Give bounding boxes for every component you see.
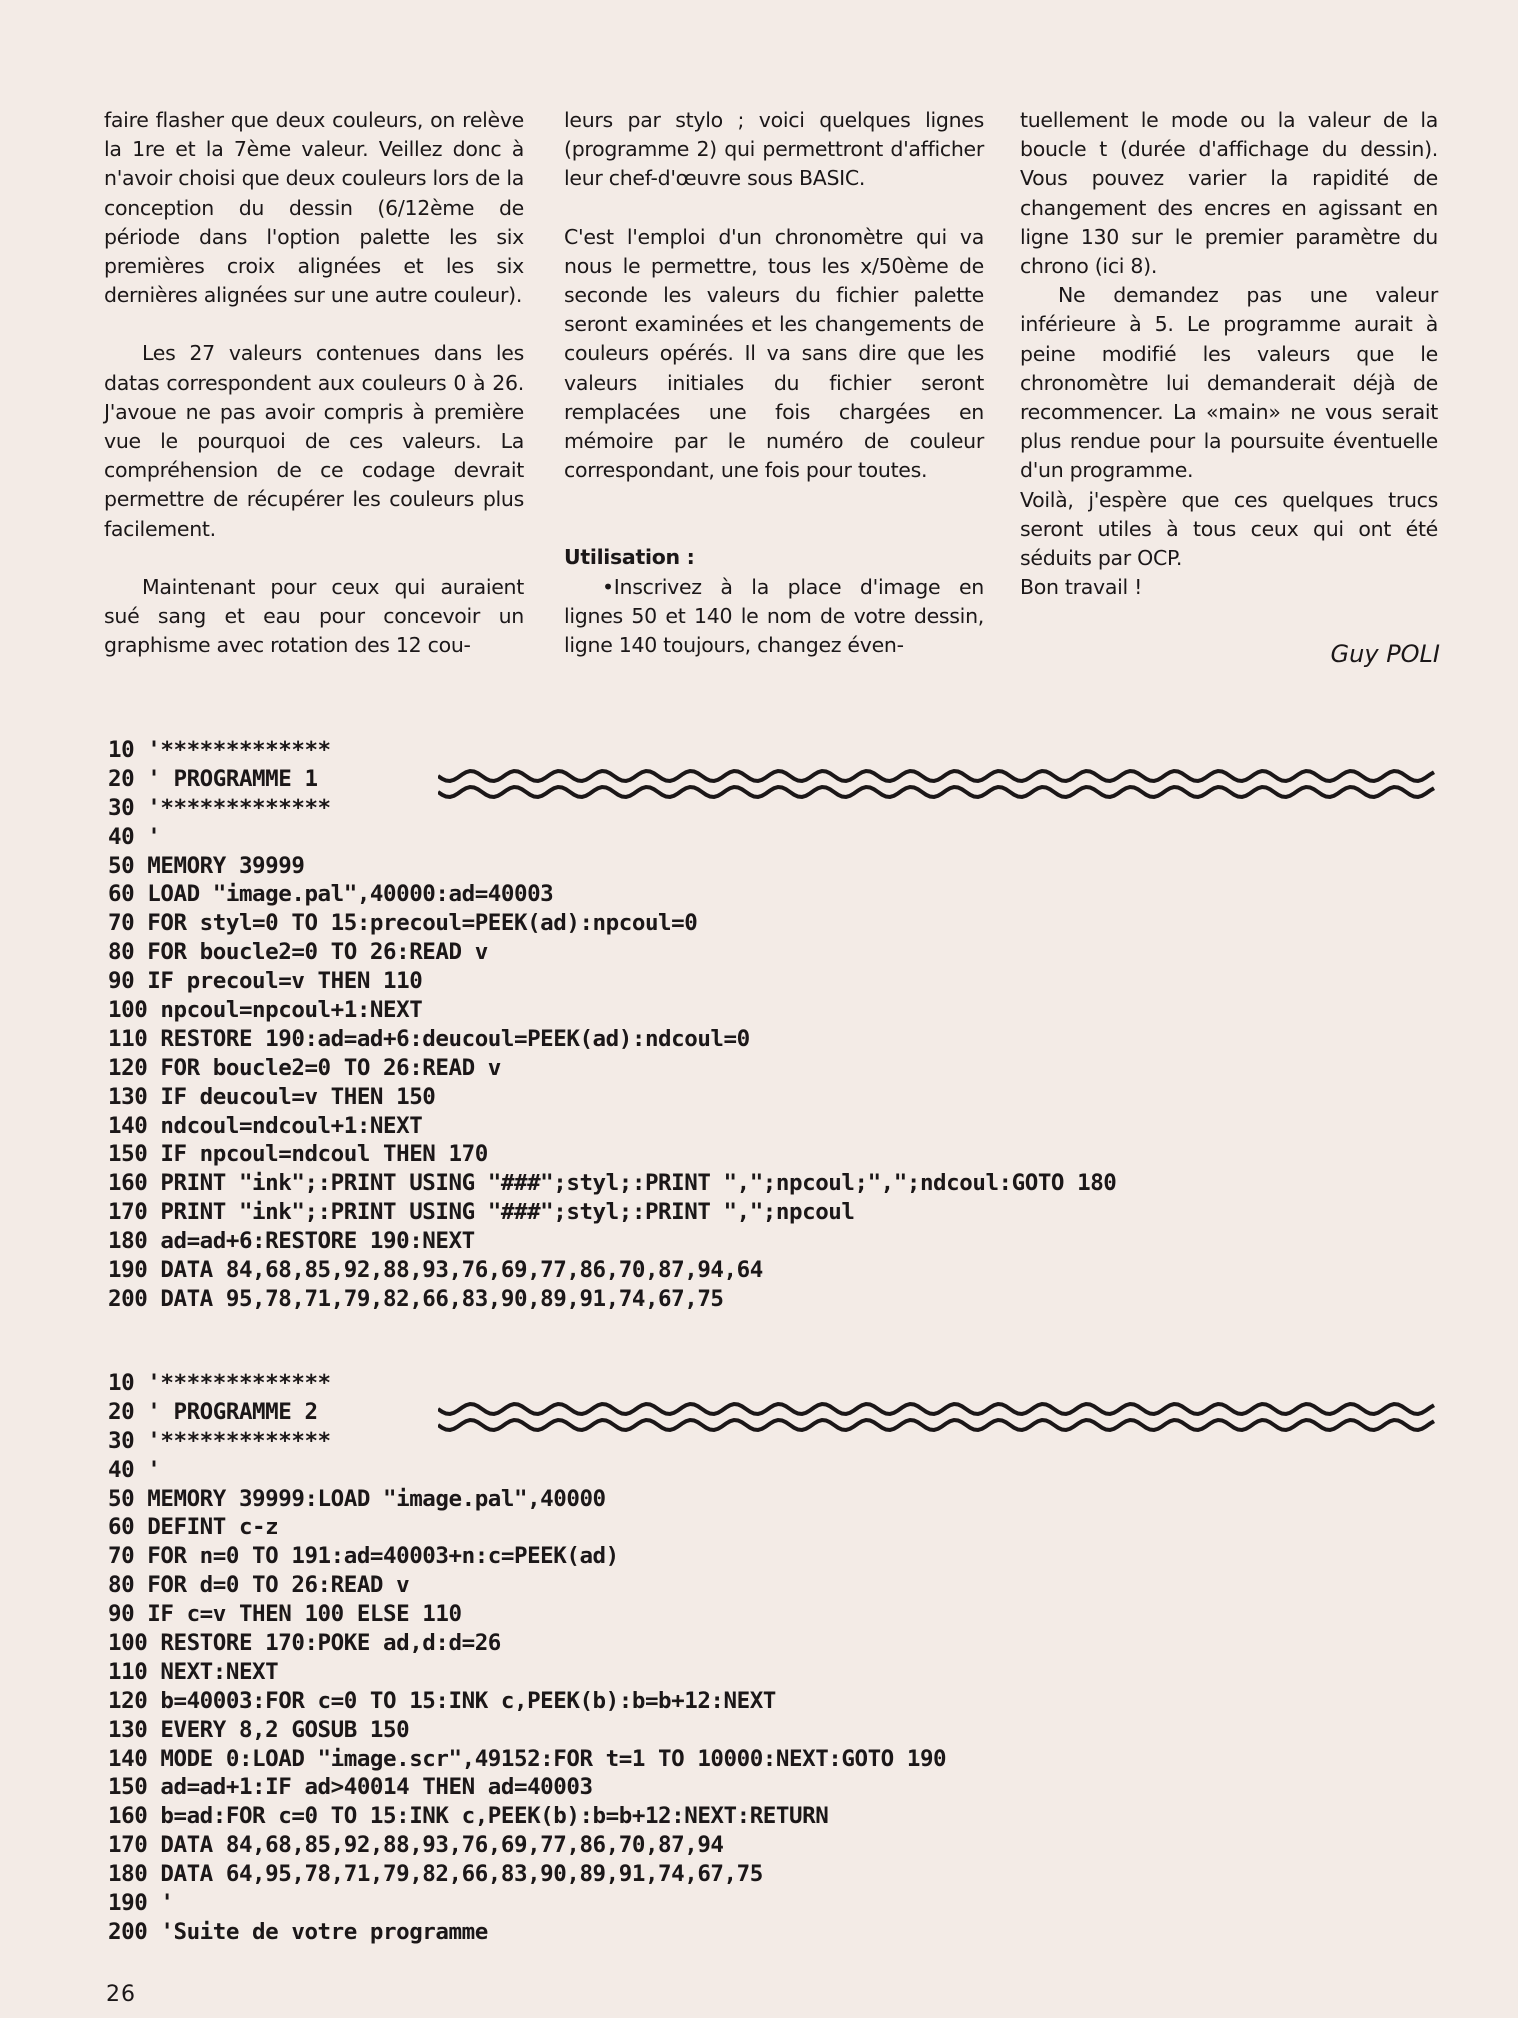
code-line: 60 LOAD "image.pal",40000:ad=40003 — [108, 881, 554, 908]
section-heading: Utilisation : — [564, 545, 695, 570]
code-line: 80 FOR boucle2=0 TO 26:READ v — [108, 939, 488, 966]
article-column-2 — [564, 106, 984, 660]
code-line: 10 '************* — [108, 1370, 331, 1396]
code-line: 50 MEMORY 39999:LOAD "image.pal",40000 — [108, 1485, 606, 1512]
code-line: 140 MODE 0:LOAD "image.scr",49152:FOR t=1 TO 10000:NEXT:GOTO 190 — [108, 1745, 947, 1772]
paragraph: leurs par stylo ; voici quelques lignes (programme 2) qui permettront d'afficher leur chef-d'œuvre sous BASIC. — [564, 108, 984, 191]
code-line: 70 FOR n=0 TO 191:ad=40003+n:c=PEEK(ad) — [108, 1543, 619, 1570]
article-column-1 — [104, 106, 524, 660]
code-line: 120 FOR boucle2=0 TO 26:READ v — [108, 1054, 501, 1081]
paragraph: Les 27 valeurs contenues dans les datas correspondent aux couleurs 0 à 26. J'avoue ne pas avoir compris à première vue le pourquoi de ces valeurs. La compréhension de ce codage devrait permettre de récupérer les couleurs plus facilement. — [104, 341, 524, 541]
wave-separator-icon — [438, 764, 1438, 808]
code-line: 160 b=ad:FOR c=0 TO 15:INK c,PEEK(b):b=b+12:NEXT:RETURN — [108, 1803, 829, 1830]
page-number: 26 — [106, 1982, 136, 2007]
paragraph: tuellement le mode ou la valeur de la boucle t (durée d'affichage du dessin). Vous pouvez varier la rapidité de changement des encres en agissant en ligne 130 sur le premier paramètre du chrono (ici 8). — [1020, 108, 1438, 279]
code-line: 190 DATA 84,68,85,92,88,93,76,69,77,86,70,87,94,64 — [108, 1257, 763, 1284]
paragraph: Bon travail ! — [1020, 575, 1143, 600]
paragraph: Ne demandez pas une valeur inférieure à 5. Le programme aurait à peine modifié les valeurs que le chronomètre lui demanderait déjà de recommencer. La «main» ne vous serait plus rendue pour la poursuite éventuelle d'un programme. — [1020, 283, 1438, 483]
paragraph: faire flasher que deux couleurs, on relève la 1re et la 7ème valeur. Veillez donc à n'avoir choisi que deux couleurs lors de la conception du dessin (6/12ème de période dans l'option palette les six premières croix alignées et les six dernières alignées sur une autre couleur). — [104, 108, 524, 308]
code-line: 40 ' — [108, 823, 161, 850]
code-line: 200 'Suite de votre programme — [108, 1918, 488, 1945]
program-2-listing — [108, 1369, 946, 1947]
code-line: 130 EVERY 8,2 GOSUB 150 — [108, 1716, 410, 1743]
code-line: 150 IF npcoul=ndcoul THEN 170 — [108, 1141, 488, 1168]
code-line: 60 DEFINT c-z — [108, 1514, 279, 1541]
code-line: 190 ' — [108, 1890, 174, 1917]
code-line: 30 '************* — [108, 1427, 331, 1454]
paragraph: Maintenant pour ceux qui auraient sué sang et eau pour concevoir un graphisme avec rotation des 12 cou- — [104, 574, 524, 658]
code-line: 80 FOR d=0 TO 26:READ v — [108, 1572, 410, 1599]
code-line: 170 PRINT "ink";:PRINT USING "###";styl;:PRINT ",";npcoul — [108, 1199, 855, 1226]
code-line: 180 DATA 64,95,78,71,79,82,66,83,90,89,91,74,67,75 — [108, 1861, 763, 1888]
code-line: 120 b=40003:FOR c=0 TO 15:INK c,PEEK(b):b=b+12:NEXT — [108, 1687, 776, 1714]
code-line: 20 ' PROGRAMME 2 — [108, 1398, 318, 1425]
code-line: 40 ' — [108, 1456, 161, 1483]
code-line: 50 MEMORY 39999 — [108, 852, 305, 879]
code-line: 100 npcoul=npcoul+1:NEXT — [108, 997, 423, 1024]
author-signature: Guy POLI — [1330, 640, 1440, 668]
wave-separator-icon — [438, 1397, 1438, 1441]
code-line: 160 PRINT "ink";:PRINT USING "###";styl;:PRINT ",";npcoul;",";ndcoul:GOTO 180 — [108, 1170, 1117, 1197]
code-line: 20 ' PROGRAMME 1 — [108, 765, 318, 792]
code-line: 100 RESTORE 170:POKE ad,d:d=26 — [108, 1630, 501, 1657]
code-line: 30 '************* — [108, 794, 331, 821]
code-line: 90 IF c=v THEN 100 ELSE 110 — [108, 1601, 462, 1628]
code-line: 130 IF deucoul=v THEN 150 — [108, 1083, 436, 1110]
program-1-listing — [108, 736, 1116, 1314]
paragraph: Voilà, j'espère que ces quelques trucs seront utiles à tous ceux qui ont été séduits par OCP. — [1020, 487, 1438, 571]
code-line: 70 FOR styl=0 TO 15:precoul=PEEK(ad):npcoul=0 — [108, 910, 698, 937]
code-line: 200 DATA 95,78,71,79,82,66,83,90,89,91,74,67,75 — [108, 1285, 724, 1312]
code-line: 10 '************* — [108, 737, 331, 763]
code-line: 170 DATA 84,68,85,92,88,93,76,69,77,86,70,87,94 — [108, 1832, 724, 1859]
code-line: 180 ad=ad+6:RESTORE 190:NEXT — [108, 1228, 475, 1255]
code-line: 110 NEXT:NEXT — [108, 1658, 279, 1685]
code-line: 110 RESTORE 190:ad=ad+6:deucoul=PEEK(ad):ndcoul=0 — [108, 1025, 750, 1052]
code-line: 150 ad=ad+1:IF ad>40014 THEN ad=40003 — [108, 1774, 593, 1801]
paragraph: C'est l'emploi d'un chronomètre qui va nous le permettre, tous les x/50ème de seconde les valeurs du fichier palette seront examinées et les changements de couleurs opérés. Il va sans dire que les valeurs initiales du fichier seront remplacées une fois chargées en mémoire par le numéro de couleur correspondant, une fois pour toutes. — [564, 224, 984, 483]
code-line: 140 ndcoul=ndcoul+1:NEXT — [108, 1112, 423, 1139]
paragraph: •Inscrivez à la place d'image en lignes 50 et 140 le nom de votre dessin, ligne 140 toujours, changez éven- — [564, 574, 984, 658]
code-line: 90 IF precoul=v THEN 110 — [108, 968, 423, 995]
article-column-3 — [1020, 106, 1438, 602]
